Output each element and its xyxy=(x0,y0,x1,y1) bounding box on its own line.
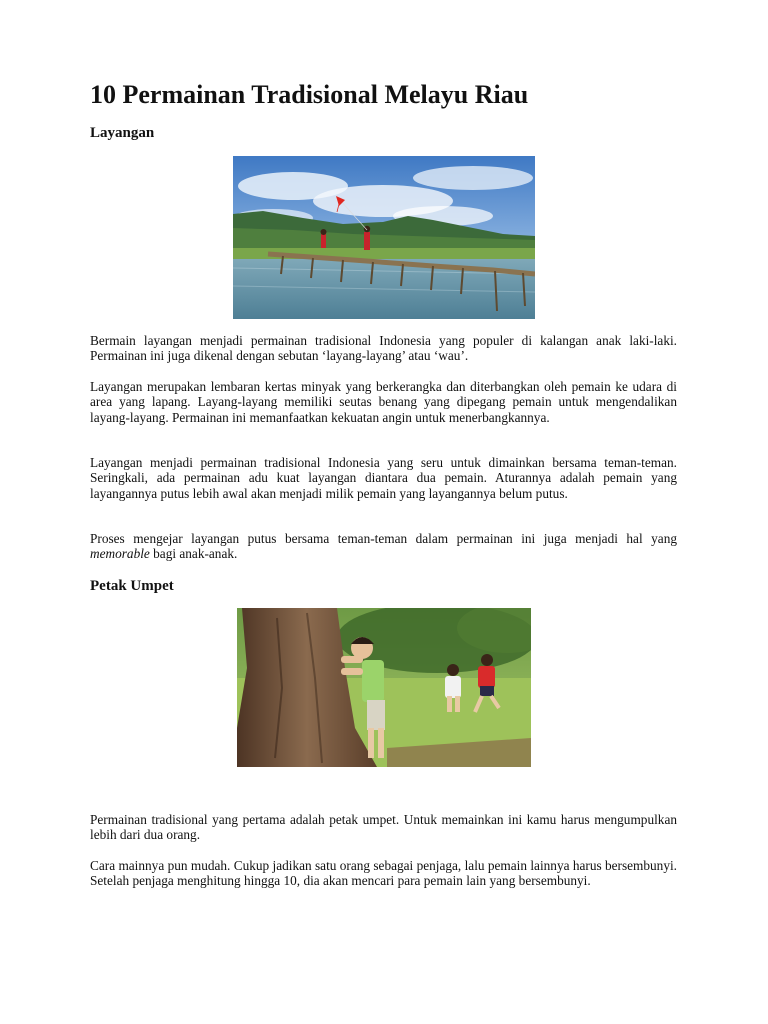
section-heading-petak-umpet: Petak Umpet xyxy=(90,578,174,594)
paragraph: Layangan merupakan lembaran kertas minyak yang berkerangka dan diterbangkan oleh pemain ke udara di area yang lapang. Layang-layang memiliki seutas benang yang dipegang pemain untuk mengendalikan layang-layang. Permainan ini memanfaatkan kekuatan angin untuk menerbangkannya. xyxy=(90,379,677,425)
kite-photo xyxy=(233,156,535,319)
page-title: 10 Permainan Tradisional Melayu Riau xyxy=(90,80,529,109)
kite-photo-illustration xyxy=(233,156,535,319)
hide-and-seek-photo-illustration xyxy=(237,608,531,767)
italic-term: memorable xyxy=(90,546,150,562)
paragraph-text: bagi anak-anak. xyxy=(149,546,238,562)
paragraph: Bermain layangan menjadi permainan tradisional Indonesia yang populer di kalangan anak laki-laki. Permainan ini juga dikenal dengan sebutan ‘layang-layang’ atau ‘wau’. xyxy=(90,333,677,364)
paragraph xyxy=(90,531,677,562)
section-heading-layangan: Layangan xyxy=(90,125,155,141)
paragraph: Cara mainnya pun mudah. Cukup jadikan satu orang sebagai penjaga, lalu pemain lainnya harus bersembunyi. Setelah penjaga menghitung hingga 10, dia akan mencari para pemain lain yang bersembunyi. xyxy=(90,858,677,889)
paragraph: Permainan tradisional yang pertama adalah petak umpet. Untuk memainkan ini kamu harus mengumpulkan lebih dari dua orang. xyxy=(90,812,677,843)
paragraph-text: Proses mengejar layangan putus bersama teman-teman dalam permainan ini juga menjadi hal yang xyxy=(90,531,677,546)
hide-and-seek-photo xyxy=(237,608,531,767)
paragraph: Layangan menjadi permainan tradisional Indonesia yang seru untuk dimainkan bersama teman-teman. Seringkali, ada permainan adu kuat layangan diantara dua pemain. Aturannya adalah pemain yang layangannya putus lebih awal akan menjadi milik pemain yang layangannya belum putus. xyxy=(90,455,677,501)
